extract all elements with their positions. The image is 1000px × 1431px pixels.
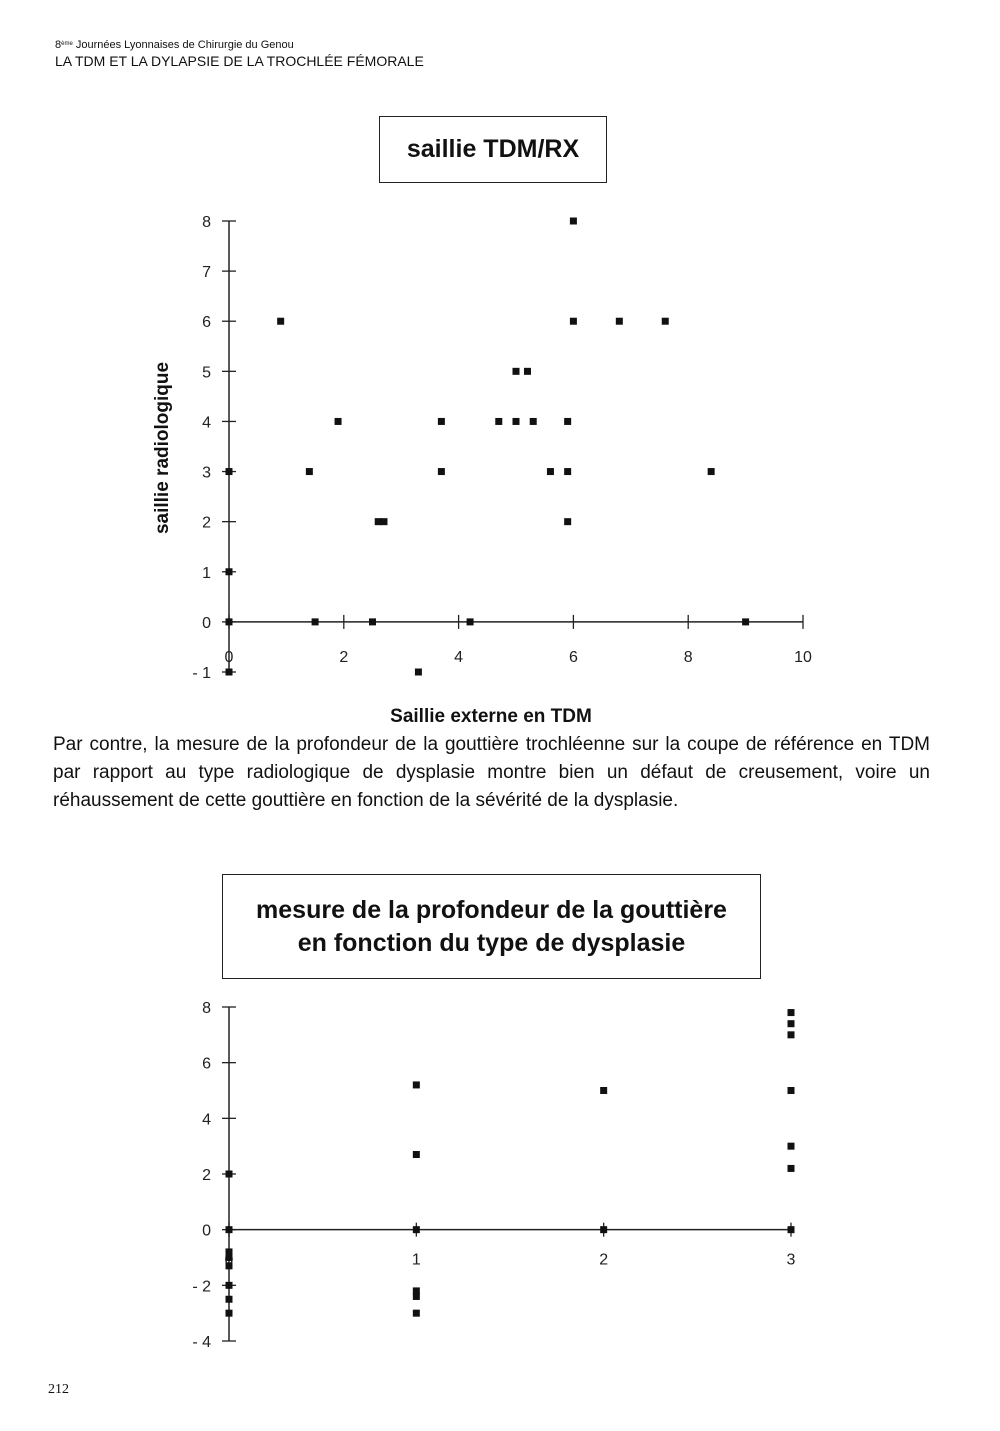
chart1-data-point bbox=[564, 518, 571, 525]
chart1-data-point bbox=[662, 318, 669, 325]
scatter-chart-saillie bbox=[0, 190, 1000, 730]
chart2-data-point bbox=[413, 1081, 420, 1088]
chart2-data-point bbox=[413, 1293, 420, 1300]
chart1-x-tick-label: 4 bbox=[454, 648, 464, 666]
chart2-y-tick-label: - 4 bbox=[192, 1334, 211, 1351]
page-number: 212 bbox=[48, 1382, 69, 1397]
chart2-data-point bbox=[413, 1226, 420, 1233]
chart1-data-point bbox=[564, 418, 571, 425]
chart1-x-tick-label: 10 bbox=[794, 648, 812, 666]
chart2-x-tick-label: 2 bbox=[599, 1251, 609, 1269]
chart1-y-tick-label: - 1 bbox=[192, 665, 211, 682]
chart2-data-point bbox=[413, 1151, 420, 1158]
chart1-data-point bbox=[226, 618, 233, 625]
chart1-data-point bbox=[380, 518, 387, 525]
chart2-data-point bbox=[226, 1262, 233, 1269]
chart2-y-tick-label: 8 bbox=[202, 1000, 211, 1017]
chart2-data-point bbox=[226, 1171, 233, 1178]
chart2-data-point bbox=[226, 1282, 233, 1289]
chart1-data-point bbox=[277, 318, 284, 325]
chart1-y-tick-label: 1 bbox=[202, 564, 211, 582]
chart1-y-axis-title: saillie radiologique bbox=[152, 361, 173, 535]
chart1-data-point bbox=[495, 418, 502, 425]
chart2-data-point bbox=[788, 1165, 795, 1172]
chart1-data-point bbox=[226, 568, 233, 575]
article-title: LA TDM ET LA DYLAPSIE DE LA TROCHLÉE FÉMORALE bbox=[55, 53, 424, 69]
chart1-y-tick-label: 3 bbox=[202, 464, 211, 482]
chart1-y-tick-label: 4 bbox=[202, 414, 211, 432]
chart1-title-box bbox=[379, 116, 607, 183]
chart1-data-point bbox=[524, 368, 531, 375]
chart2-data-point bbox=[600, 1226, 607, 1233]
chart1-x-tick-label: 2 bbox=[339, 648, 349, 666]
chart1-data-point bbox=[513, 368, 520, 375]
chart2-data-point bbox=[788, 1020, 795, 1027]
scatter-chart-profondeur bbox=[0, 985, 1000, 1365]
chart2-data-point bbox=[788, 1226, 795, 1233]
chart1-data-point bbox=[708, 468, 715, 475]
chart1-data-point bbox=[570, 318, 577, 325]
chart2-y-tick-label: 0 bbox=[202, 1222, 211, 1240]
chart2-data-point bbox=[788, 1009, 795, 1016]
chart1-data-point bbox=[438, 468, 445, 475]
chart2-data-point bbox=[788, 1031, 795, 1038]
chart2-data-point bbox=[226, 1226, 233, 1233]
chart1-data-point bbox=[467, 618, 474, 625]
chart1-x-tick-label: 0 bbox=[224, 648, 234, 666]
chart2-y-tick-label: 4 bbox=[202, 1111, 211, 1129]
chart1-y-tick-label: 5 bbox=[202, 364, 211, 382]
chart1-y-tick-label: 8 bbox=[202, 214, 211, 231]
body-paragraph: Par contre, la mesure de la profondeur de la gouttière trochléenne sur la coupe de référence en TDM par rapport au type radiologique de dysplasie montre bien un défaut de creusement, voire un réhaussement de cette gouttière en fonction de la sévérité de la dysplasie. bbox=[53, 734, 930, 811]
chart1-data-point bbox=[564, 468, 571, 475]
chart1-data-point bbox=[369, 618, 376, 625]
chart1-data-point bbox=[312, 618, 319, 625]
chart2-data-point bbox=[788, 1087, 795, 1094]
conference-name: 8ème Journées Lyonnaises de Chirurgie du Genou bbox=[55, 39, 294, 51]
chart1-x-axis-title: Saillie externe en TDM bbox=[390, 706, 592, 727]
chart1-data-point bbox=[226, 468, 233, 475]
chart2-x-tick-label: 1 bbox=[411, 1251, 421, 1269]
chart1-title: saillie TDM/RX bbox=[406, 135, 580, 163]
chart1-x-tick-label: 8 bbox=[683, 648, 693, 666]
chart2-data-point bbox=[413, 1310, 420, 1317]
chart1-data-point bbox=[513, 418, 520, 425]
chart2-title-box bbox=[222, 874, 761, 979]
chart1-data-point bbox=[335, 418, 342, 425]
chart2-data-point bbox=[226, 1310, 233, 1317]
chart1-data-point bbox=[530, 418, 537, 425]
chart2-data-point bbox=[788, 1143, 795, 1150]
chart1-x-tick-label: 6 bbox=[568, 648, 578, 666]
chart1-data-point bbox=[547, 468, 554, 475]
chart1-data-point bbox=[616, 318, 623, 325]
chart2-title-line1: mesure de la profondeur de la gouttière bbox=[256, 895, 727, 924]
chart1-data-point bbox=[438, 418, 445, 425]
chart2-title-line2: en fonction du type de dysplasie bbox=[297, 928, 686, 957]
chart2-y-tick-label: 6 bbox=[202, 1055, 211, 1073]
chart1-y-tick-label: 2 bbox=[202, 514, 211, 532]
chart1-data-point bbox=[570, 218, 577, 225]
chart1-data-point bbox=[415, 669, 422, 676]
chart2-y-tick-label: 2 bbox=[202, 1167, 211, 1184]
chart1-data-point bbox=[742, 618, 749, 625]
chart2-x-tick-label: 3 bbox=[786, 1251, 796, 1269]
chart2-y-tick-label: - 2 bbox=[192, 1278, 211, 1296]
chart2-data-point bbox=[600, 1087, 607, 1094]
chart1-y-tick-label: 0 bbox=[202, 614, 211, 632]
chart1-y-tick-label: 7 bbox=[202, 264, 211, 282]
chart1-y-tick-label: 6 bbox=[202, 314, 211, 332]
chart2-data-point bbox=[226, 1296, 233, 1303]
chart1-data-point bbox=[306, 468, 313, 475]
chart1-data-point bbox=[226, 669, 233, 676]
chart2-data-point bbox=[226, 1254, 233, 1261]
